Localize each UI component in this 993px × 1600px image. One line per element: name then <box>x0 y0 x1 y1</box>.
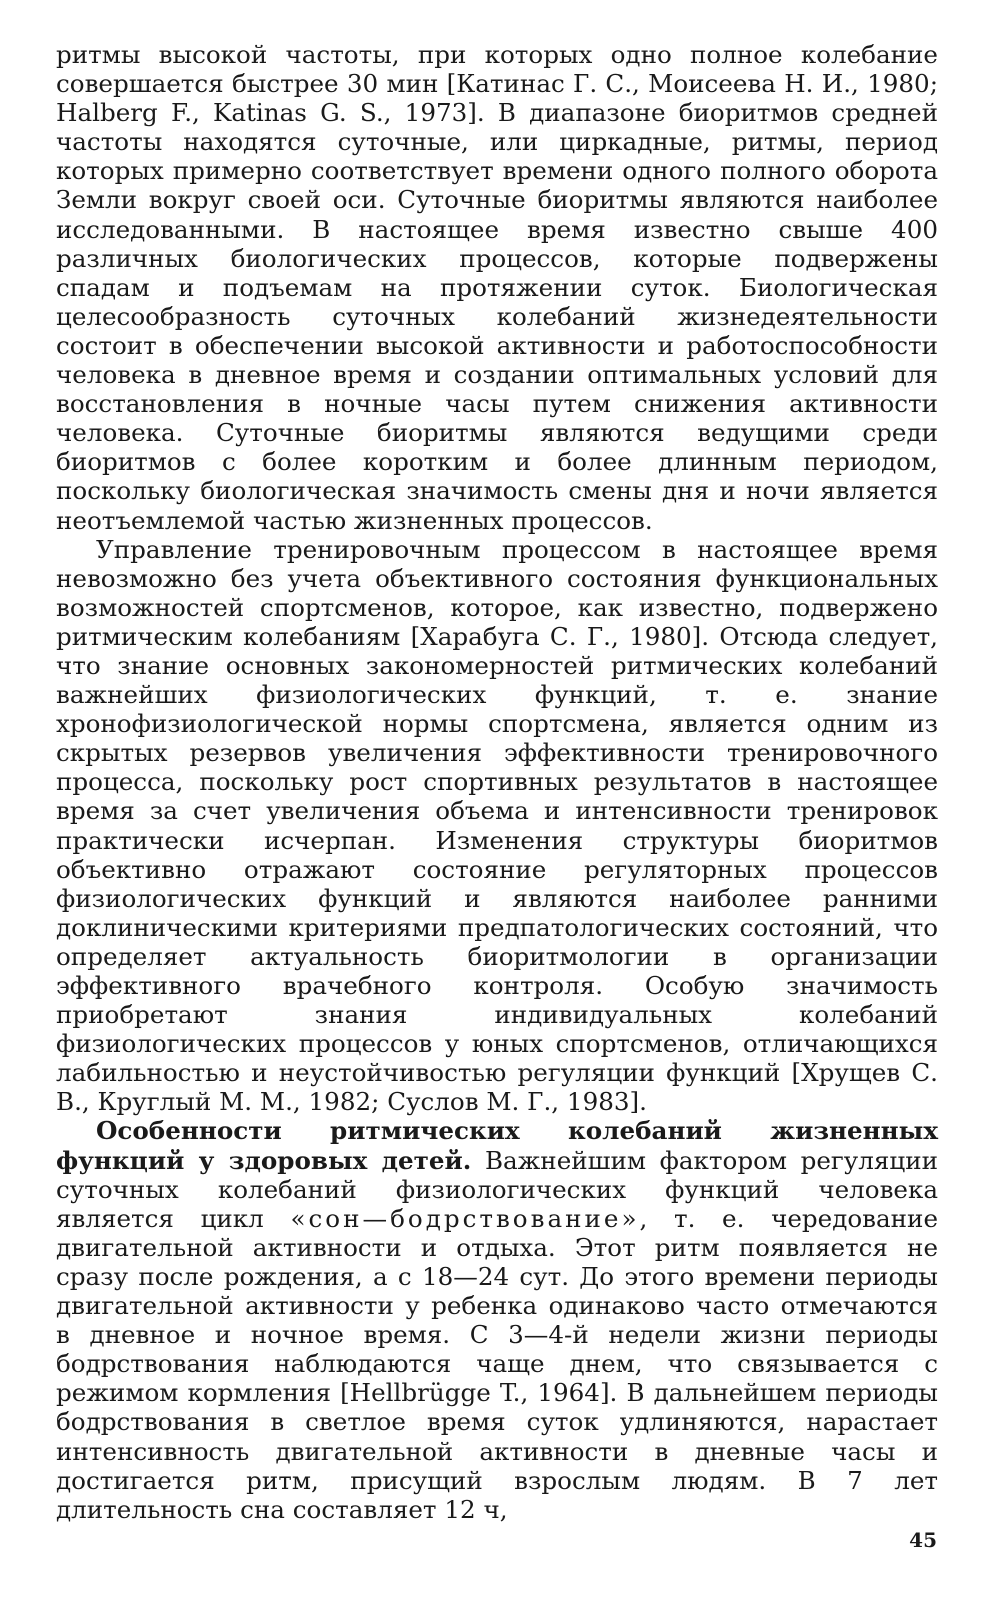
run-in-heading: Особенности ритмических колебаний жизненных функций у здоровых детей. <box>56 1116 938 1175</box>
page-text <box>56 40 938 1524</box>
paragraph-children-rhythms <box>56 1116 938 1523</box>
paragraph-training-management: Управление тренировочным процессом в настоящее время невозможно без учета объективного состояния функциональных возможностей спортсменов, которое, как известно, подвержено ритмическим колебаниям [Харабуга С. Г., 1980]. Отсюда следует, что знание основных закономерностей ритмических колебаний важнейших физиологических функций, т. е. знание хронофизиологической нормы спортсмена, является одним из скрытых резервов увеличения эффективности тренировочного процесса, поскольку рост спортивных результатов в настоящее время за счет увеличения объема и интенсивности тренировок практически исчерпан. Изменения структуры биоритмов объективно отражают состояние регуляторных процессов физиологических функций и являются наиболее ранними доклиническими критериями предпатологических состояний, что определяет актуальность биоритмологии в организации эффективного врачебного контроля. Особую значимость приобретают знания индивидуальных колебаний физиологических процессов у юных спортсменов, отличающихся лабильностью и неустойчивостью регуляции функций [Хрущев С. В., Круглый М. М., 1982; Суслов М. Г., 1983]. <box>56 534 938 1117</box>
paragraph-circadian-rhythms: ритмы высокой частоты, при которых одно полное колебание совершается быстрее 30 мин [Катинас Г. С., Моисеева Н. И., 1980; Halberg F., Katinas G. S., 1973]. В диапазоне биоритмов средней частоты находятся суточные, или циркадные, ритмы, период которых примерно соответствует времени одного полного оборота Земли вокруг своей оси. Суточные биоритмы являются наиболее исследованными. В настоящее время известно свыше 400 различных биологических процессов, которые подвержены спадам и подъемам на протяжении суток. Биологическая целесообразность суточных колебаний жизнедеятельности состоит в обеспечении высокой активности и работоспособности человека в дневное время и создании оптимальных условий для восстановления в ночные часы путем снижения активности человека. Суточные биоритмы являются ведущими среди биоритмов с более коротким и более длинным периодом, поскольку биологическая значимость смены дня и ночи является неотъемлемой частью жизненных процессов. <box>56 40 938 535</box>
page-number: 45 <box>909 1528 937 1552</box>
paragraph-children-text-b: , т. е. чередование двигательной активности и отдыха. Этот ритм появляется не сразу после рождения, а с 18—24 сут. До этого времени периоды двигательной активности у ребенка одинаково часто отмечаются в дневное и ночное время. С 3—4-й недели жизни периоды бодрствования наблюдаются чаще днем, что связывается с режимом кормления [Hellbrügge T., 1964]. В дальнейшем периоды бодрствования в светлое время суток удлиняются, нарастает интенсивность двигательной активности в дневные часы и достигается ритм, присущий взрослым людям. В 7 лет длительность сна составляет 12 ч, <box>56 1203 938 1524</box>
sleep-wake-term: «сон—бодрствование» <box>290 1203 640 1233</box>
paragraph-children-text-a: Важнейшим фактором регуляции суточных колебаний физиологических функций человека является цикл <box>56 1145 938 1233</box>
